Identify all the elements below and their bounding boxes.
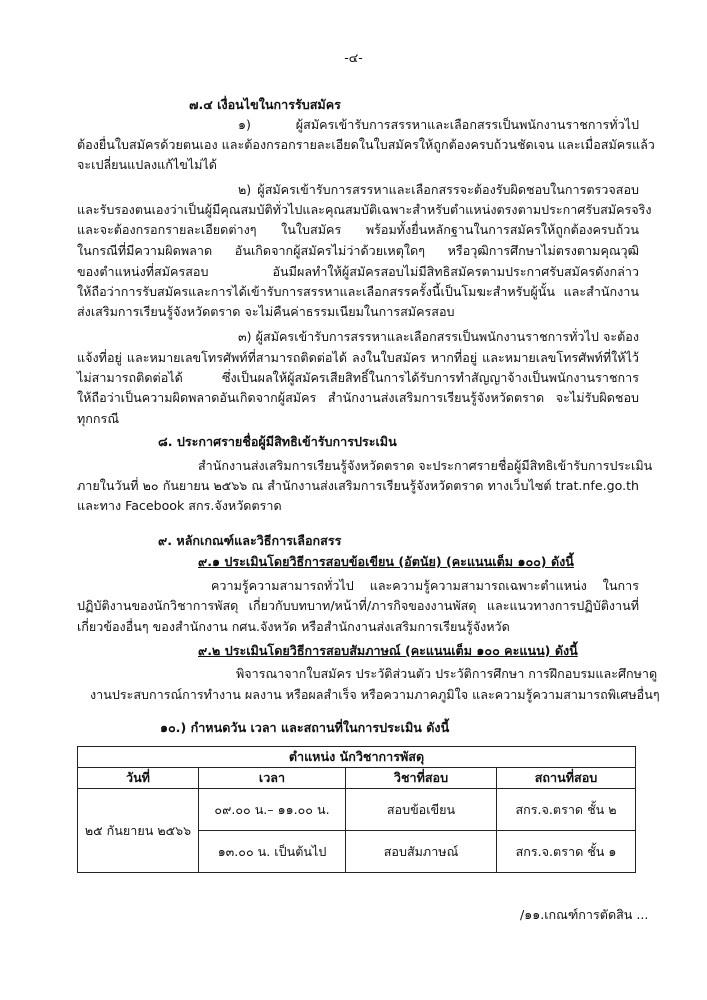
page-footer: /๑๑.เกณฑ์การตัดสิน ...	[520, 907, 649, 922]
table-cell-place: สกร.จ.ตราด ชั้น ๑	[497, 831, 636, 873]
paragraph-line: ให้ถือว่าเป็นความผิดพลาดอันเกิดจากผู้สมัคร สำนักงานส่งเสริมการเรียนรู้จังหวัดตราด จะไม่รับผิดชอบ	[77, 390, 639, 405]
table-position-header: ตำแหน่ง นักวิชาการพัสดุ	[78, 747, 636, 768]
paragraph-line: ทุกกรณี	[77, 411, 119, 426]
page-number: -๔-	[344, 50, 363, 65]
section-9-2-title: ๙.๒ ประเมินโดยวิธีการสอบสัมภาษณ์ (คะแนนเต็ม ๑๐๐ คะแนน) ดังนี้	[198, 643, 578, 658]
paragraph-line: และรับรองตนเองว่าเป็นผู้มีคุณสมบัติทั่วไปและคุณสมบัติเฉพาะสำหรับตำแหน่งตรงตามประกาศรับสมัครจริง	[77, 202, 652, 217]
paragraph-line: ภายในวันที่ ๒๐ กันยายน ๒๕๖๖ ณ สำนักงานส่งเสริมการเรียนรู้จังหวัดตราด ทางเว็บไซต์ trat.nfe.go.th	[77, 478, 639, 493]
paragraph-line: แจ้งที่อยู่ และหมายเลขโทรศัพท์ที่สามารถติดต่อได้ ลงในใบสมัคร หากที่อยู่ และหมายเลขโทรศัพท์ที่ให้ไว้	[77, 350, 639, 365]
paragraph-line: สำนักงานส่งเสริมการเรียนรู้จังหวัดตราด จะประกาศรายชื่อผู้มีสิทธิเข้ารับการประเมิน	[198, 458, 653, 473]
table-column-header: เวลา	[199, 768, 346, 789]
paragraph-line: ความรู้ความสามารถทั่วไป และความรู้ความสามารถเฉพาะตำแหน่ง ในการ	[211, 578, 639, 593]
paragraph-line: ไม่สามารถติดต่อได้ ซึ่งเป็นผลให้ผู้สมัครเสียสิทธิ์ในการได้รับการทำสัญญาจ้างเป็นพนักงานราชการ	[77, 370, 639, 385]
paragraph-line: ปฏิบัติงานของนักวิชาการพัสดุ เกี่ยวกับบทบาท/หน้าที่/ภารกิจของงานพัสดุ และแนวทางการปฏิบัติงานที่	[77, 598, 639, 613]
paragraph-line: พิจารณาจากใบสมัคร ประวัติส่วนตัว ประวัติการศึกษา การฝึกอบรมและศึกษาดู	[236, 666, 658, 681]
table-row	[78, 789, 636, 831]
section-10-title: ๑๐.) กำหนดวัน เวลา และสถานที่ในการประเมิน ดังนี้	[160, 720, 450, 735]
table-cell-time: ๑๓.๐๐ น. เป็นต้นไป	[199, 831, 346, 873]
paragraph-line: และจะต้องกรอกรายละเอียดต่างๆ ในใบสมัคร พร้อมทั้งยื่นหลักฐานในการสมัครให้ถูกต้องครบถ้วน	[77, 222, 639, 237]
paragraph-line: ๓) ผู้สมัครเข้ารับการสรรหาและเลือกสรรเป็นพนักงานราชการทั่วไป จะต้อง	[238, 329, 639, 344]
paragraph-line: เกี่ยวข้องอื่นๆ ของสำนักงาน กศน.จังหวัด หรือสำนักงานส่งเสริมการเรียนรู้จังหวัด	[77, 619, 510, 634]
section-9-1-title: ๙.๑ ประเมินโดยวิธีการสอบข้อเขียน (อัตนัย) (คะแนนเต็ม ๑๐๐) ดังนี้	[198, 554, 574, 569]
paragraph-line: ของตำแหน่งที่สมัครสอบ อันมีผลทำให้ผู้สมัครสอบไม่มีสิทธิสมัครตามประกาศรับสมัครดังกล่าว	[77, 264, 639, 279]
paragraph-line: ๒) ผู้สมัครเข้ารับการสรรหาและเลือกสรรจะต้องรับผิดชอบในการตรวจสอบ	[238, 182, 639, 197]
section-8-title: ๘. ประกาศรายชื่อผู้มีสิทธิเข้ารับการประเมิน	[158, 434, 397, 449]
paragraph-line: ในกรณีที่มีความผิดพลาด อันเกิดจากผู้สมัครไม่ว่าด้วยเหตุใดๆ หรือวุฒิการศึกษาไม่ตรงตามคุณวุฒิ	[77, 243, 639, 258]
table-cell-time: ๐๙.๐๐ น.– ๑๑.๐๐ น.	[199, 789, 346, 831]
paragraph-line: ๑) ผู้สมัครเข้ารับการสรรหาและเลือกสรรเป็นพนักงานราชการทั่วไป	[238, 117, 639, 132]
table-cell-subject: สอบสัมภาษณ์	[346, 831, 497, 873]
paragraph-line: ส่งเสริมการเรียนรู้จังหวัดตราด จะไม่คืนค่าธรรมเนียมในการสมัครสอบ	[77, 304, 455, 319]
paragraph-line: ต้องยื่นใบสมัครด้วยตนเอง และต้องกรอกรายละเอียดในใบสมัครให้ถูกต้องครบถ้วนชัดเจน และเมื่อสมัครแล้ว	[77, 137, 655, 152]
exam-schedule-table	[77, 746, 636, 873]
table-cell-subject: สอบข้อเขียน	[346, 789, 497, 831]
paragraph-line: ให้ถือว่าการรับสมัครและการได้เข้ารับการสรรหาและเลือกสรรครั้งนี้เป็นโมฆะสำหรับผู้นั้น และสำนักงาน	[77, 284, 639, 299]
section-9-title: ๙. หลักเกณฑ์และวิธีการเลือกสรร	[158, 533, 342, 548]
paragraph-line: งานประสบการณ์การทำงาน ผลงาน หรือผลสำเร็จ หรือความภาคภูมิใจ และความรู้ความสามารถพิเศษอื่นๆ	[90, 687, 660, 702]
table-column-header: สถานที่สอบ	[497, 768, 636, 789]
table-cell-place: สกร.จ.ตราด ชั้น ๒	[497, 789, 636, 831]
section-7-4-title: ๗.๔ เงื่อนไขในการรับสมัคร	[189, 97, 341, 112]
paragraph-line: และทาง Facebook สกร.จังหวัดตราด	[77, 498, 282, 513]
paragraph-line: จะเปลี่ยนแปลงแก้ไขไม่ได้	[77, 157, 217, 172]
table-column-header: วิชาที่สอบ	[346, 768, 497, 789]
table-column-header: วันที่	[78, 768, 199, 789]
table-cell-date: ๒๕ กันยายน ๒๕๖๖	[78, 789, 199, 873]
